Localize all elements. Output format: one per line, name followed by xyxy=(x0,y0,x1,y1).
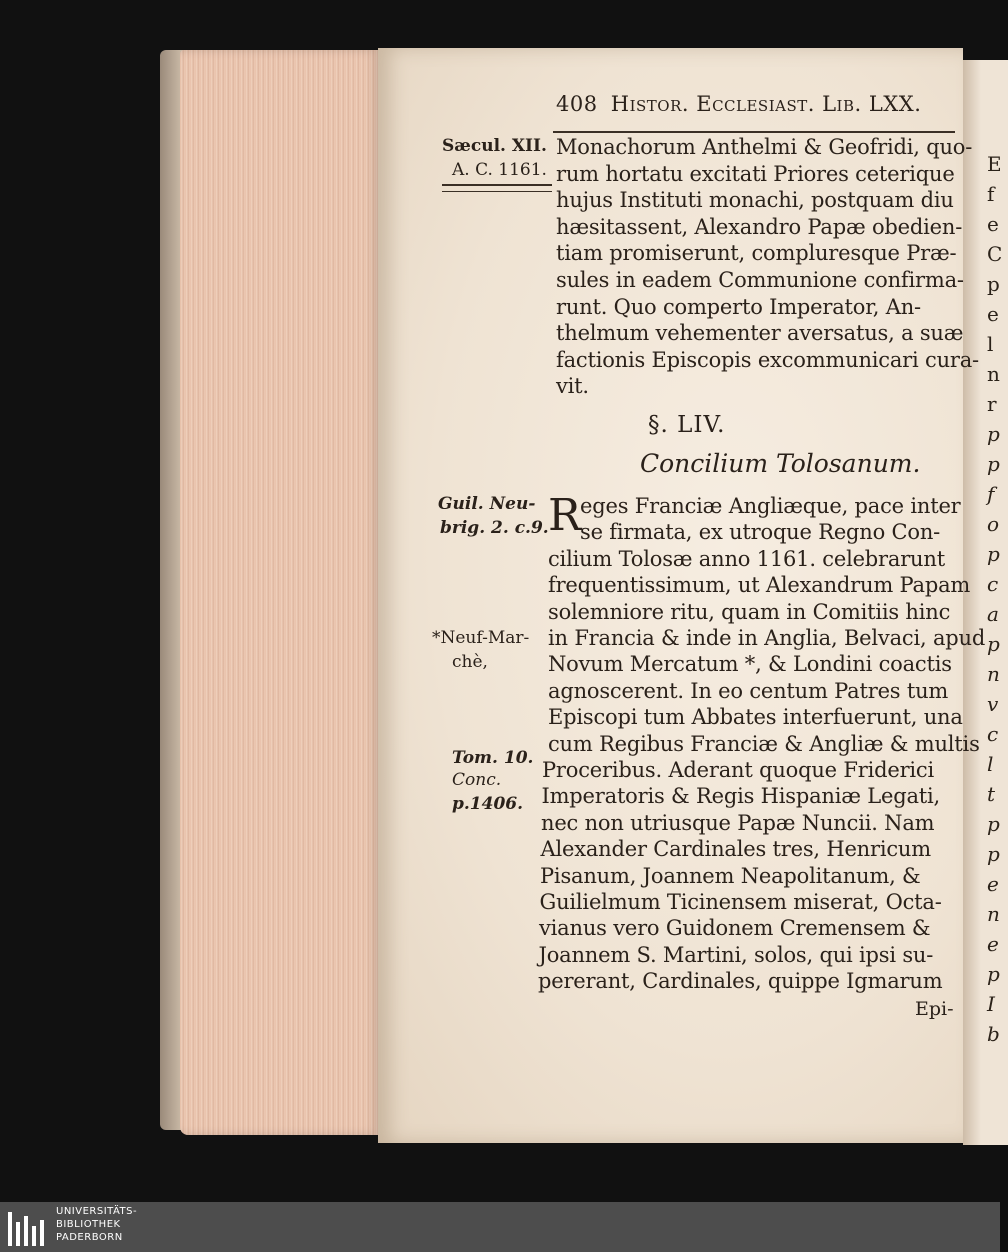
catchword: Epi- xyxy=(915,998,954,1020)
right-page-letter: p xyxy=(987,272,1000,296)
text-line: Alexander Cardinales tres, Henricum xyxy=(540,837,931,862)
right-page-letter: o xyxy=(987,512,1000,536)
right-page-letter: b xyxy=(987,1022,1000,1046)
text-line: thelmum vehementer aversatus, a suæ xyxy=(556,321,964,346)
right-page-letter: p xyxy=(987,812,1000,836)
page-number: 408 xyxy=(556,92,598,116)
text-line: rum hortatu excitati Priores ceterique xyxy=(556,161,955,186)
right-page-letter: n xyxy=(987,902,1000,926)
page-edges xyxy=(180,50,380,1135)
margin-note-guil-1: Guil. Neu- xyxy=(438,494,536,514)
right-page-letter: p xyxy=(987,452,1000,476)
text-line: hæsitassent, Alexandro Papæ obedien- xyxy=(556,214,963,239)
text-line: Proceribus. Aderant quoque Friderici xyxy=(542,758,934,782)
section-number: §. LIV. xyxy=(648,412,726,438)
text-line: pererant, Cardinales, quippe Igmarum xyxy=(538,969,943,994)
right-page-letter: l xyxy=(987,332,994,356)
right-page-letter: E xyxy=(987,152,1002,176)
right-page-letter: p xyxy=(987,962,1000,986)
right-page-letter: c xyxy=(987,722,999,746)
text-line: Monachorum Anthelmi & Geofridi, quo- xyxy=(556,135,973,159)
right-page-letter: n xyxy=(987,362,1000,386)
text-line: factionis Episcopis excommunicari cura- xyxy=(556,347,979,372)
right-page-letter: e xyxy=(987,212,999,236)
right-page-letter: c xyxy=(987,572,999,596)
margin-saeculum: Sæcul. XII. xyxy=(442,136,547,156)
text-line: agnoscerent. In eo centum Patres tum xyxy=(548,678,949,703)
text-line: cilium Tolosæ anno 1161. celebrarunt xyxy=(548,546,945,571)
logo-line-3: PADERBORN xyxy=(56,1232,123,1243)
drop-capital: R xyxy=(548,490,582,541)
right-page-letter: p xyxy=(987,542,1000,566)
text-line: Novum Mercatum *, & Londini coactis xyxy=(548,652,952,677)
right-page-letter: e xyxy=(987,932,999,956)
margin-note-tom-1: Tom. 10. xyxy=(452,748,534,768)
right-page-letter: p xyxy=(987,422,1000,446)
right-page-letter: p xyxy=(987,842,1000,866)
right-page-letter: t xyxy=(987,782,996,806)
right-page-letter: n xyxy=(987,662,1000,686)
margin-note-tom-3: p.1406. xyxy=(452,794,524,814)
margin-rule-2 xyxy=(442,191,552,192)
text-line: Guilielmum Ticinensem miserat, Octa- xyxy=(539,890,942,914)
library-logo-icon xyxy=(8,1208,48,1246)
right-page-letter: e xyxy=(987,872,999,896)
right-page-letter: v xyxy=(987,692,999,716)
text-line: Joannem S. Martini, solos, qui ipsi su- xyxy=(538,942,934,967)
right-page-letter: C xyxy=(987,242,1003,266)
text-line: hujus Instituti monachi, postquam diu xyxy=(556,188,954,213)
right-page-letter: a xyxy=(987,602,999,626)
text-line: cum Regibus Franciæ & Angliæ & multis xyxy=(548,731,980,756)
header-rule xyxy=(553,131,955,133)
text-line: frequentissimum, ut Alexandrum Papam xyxy=(548,573,971,598)
text-line: se firmata, ex utroque Regno Con- xyxy=(580,520,941,545)
text-line: sules in eadem Communione confirma- xyxy=(556,268,964,292)
text-line: Imperatoris & Regis Hispaniæ Legati, xyxy=(541,784,941,809)
text-line: tiam promiserunt, compluresque Præ- xyxy=(556,241,957,266)
logo-line-2: BIBLIOTHEK xyxy=(56,1219,121,1230)
running-title: Histor. Ecclesiast. Lib. LXX. xyxy=(610,92,922,116)
right-page-letter: r xyxy=(987,392,997,416)
margin-rule-1 xyxy=(442,184,552,186)
text-line: eges Franciæ Angliæque, pace inter xyxy=(580,494,961,518)
margin-note-neuf-2: chè, xyxy=(452,652,488,672)
right-page-letter: I xyxy=(987,992,995,1016)
margin-anno: A. C. 1161. xyxy=(452,160,547,180)
library-footer xyxy=(0,1202,1000,1252)
right-page-letter: p xyxy=(987,632,1000,656)
text-line: nec non utriusque Papæ Nuncii. Nam xyxy=(541,810,935,835)
logo-line-1: UNIVERSITÄTS- xyxy=(56,1206,138,1217)
right-page-letter: f xyxy=(987,482,995,506)
margin-note-guil-2: brig. 2. c.9. xyxy=(440,518,549,538)
margin-note-tom-2: Conc. xyxy=(452,770,502,790)
section-title: Concilium Tolosanum. xyxy=(640,449,921,478)
text-line: Pisanum, Joannem Neapolitanum, & xyxy=(540,863,921,888)
margin-note-neuf-1: *Neuf-Mar- xyxy=(432,628,530,648)
right-page-fragment xyxy=(963,60,1008,1145)
right-page-letter: l xyxy=(987,752,994,776)
text-line: solemniore ritu, quam in Comitiis hinc xyxy=(548,599,951,624)
text-line: Episcopi tum Abbates interfuerunt, una xyxy=(548,705,963,730)
text-line: in Francia & inde in Anglia, Belvaci, apud xyxy=(548,626,986,650)
right-page-letter: e xyxy=(987,302,999,326)
running-header xyxy=(556,92,921,116)
right-page-letter: f xyxy=(987,182,995,206)
text-line: vit. xyxy=(556,374,589,399)
text-line: vianus vero Guidonem Cremensem & xyxy=(539,916,931,941)
text-line: runt. Quo comperto Imperator, An- xyxy=(556,294,921,319)
